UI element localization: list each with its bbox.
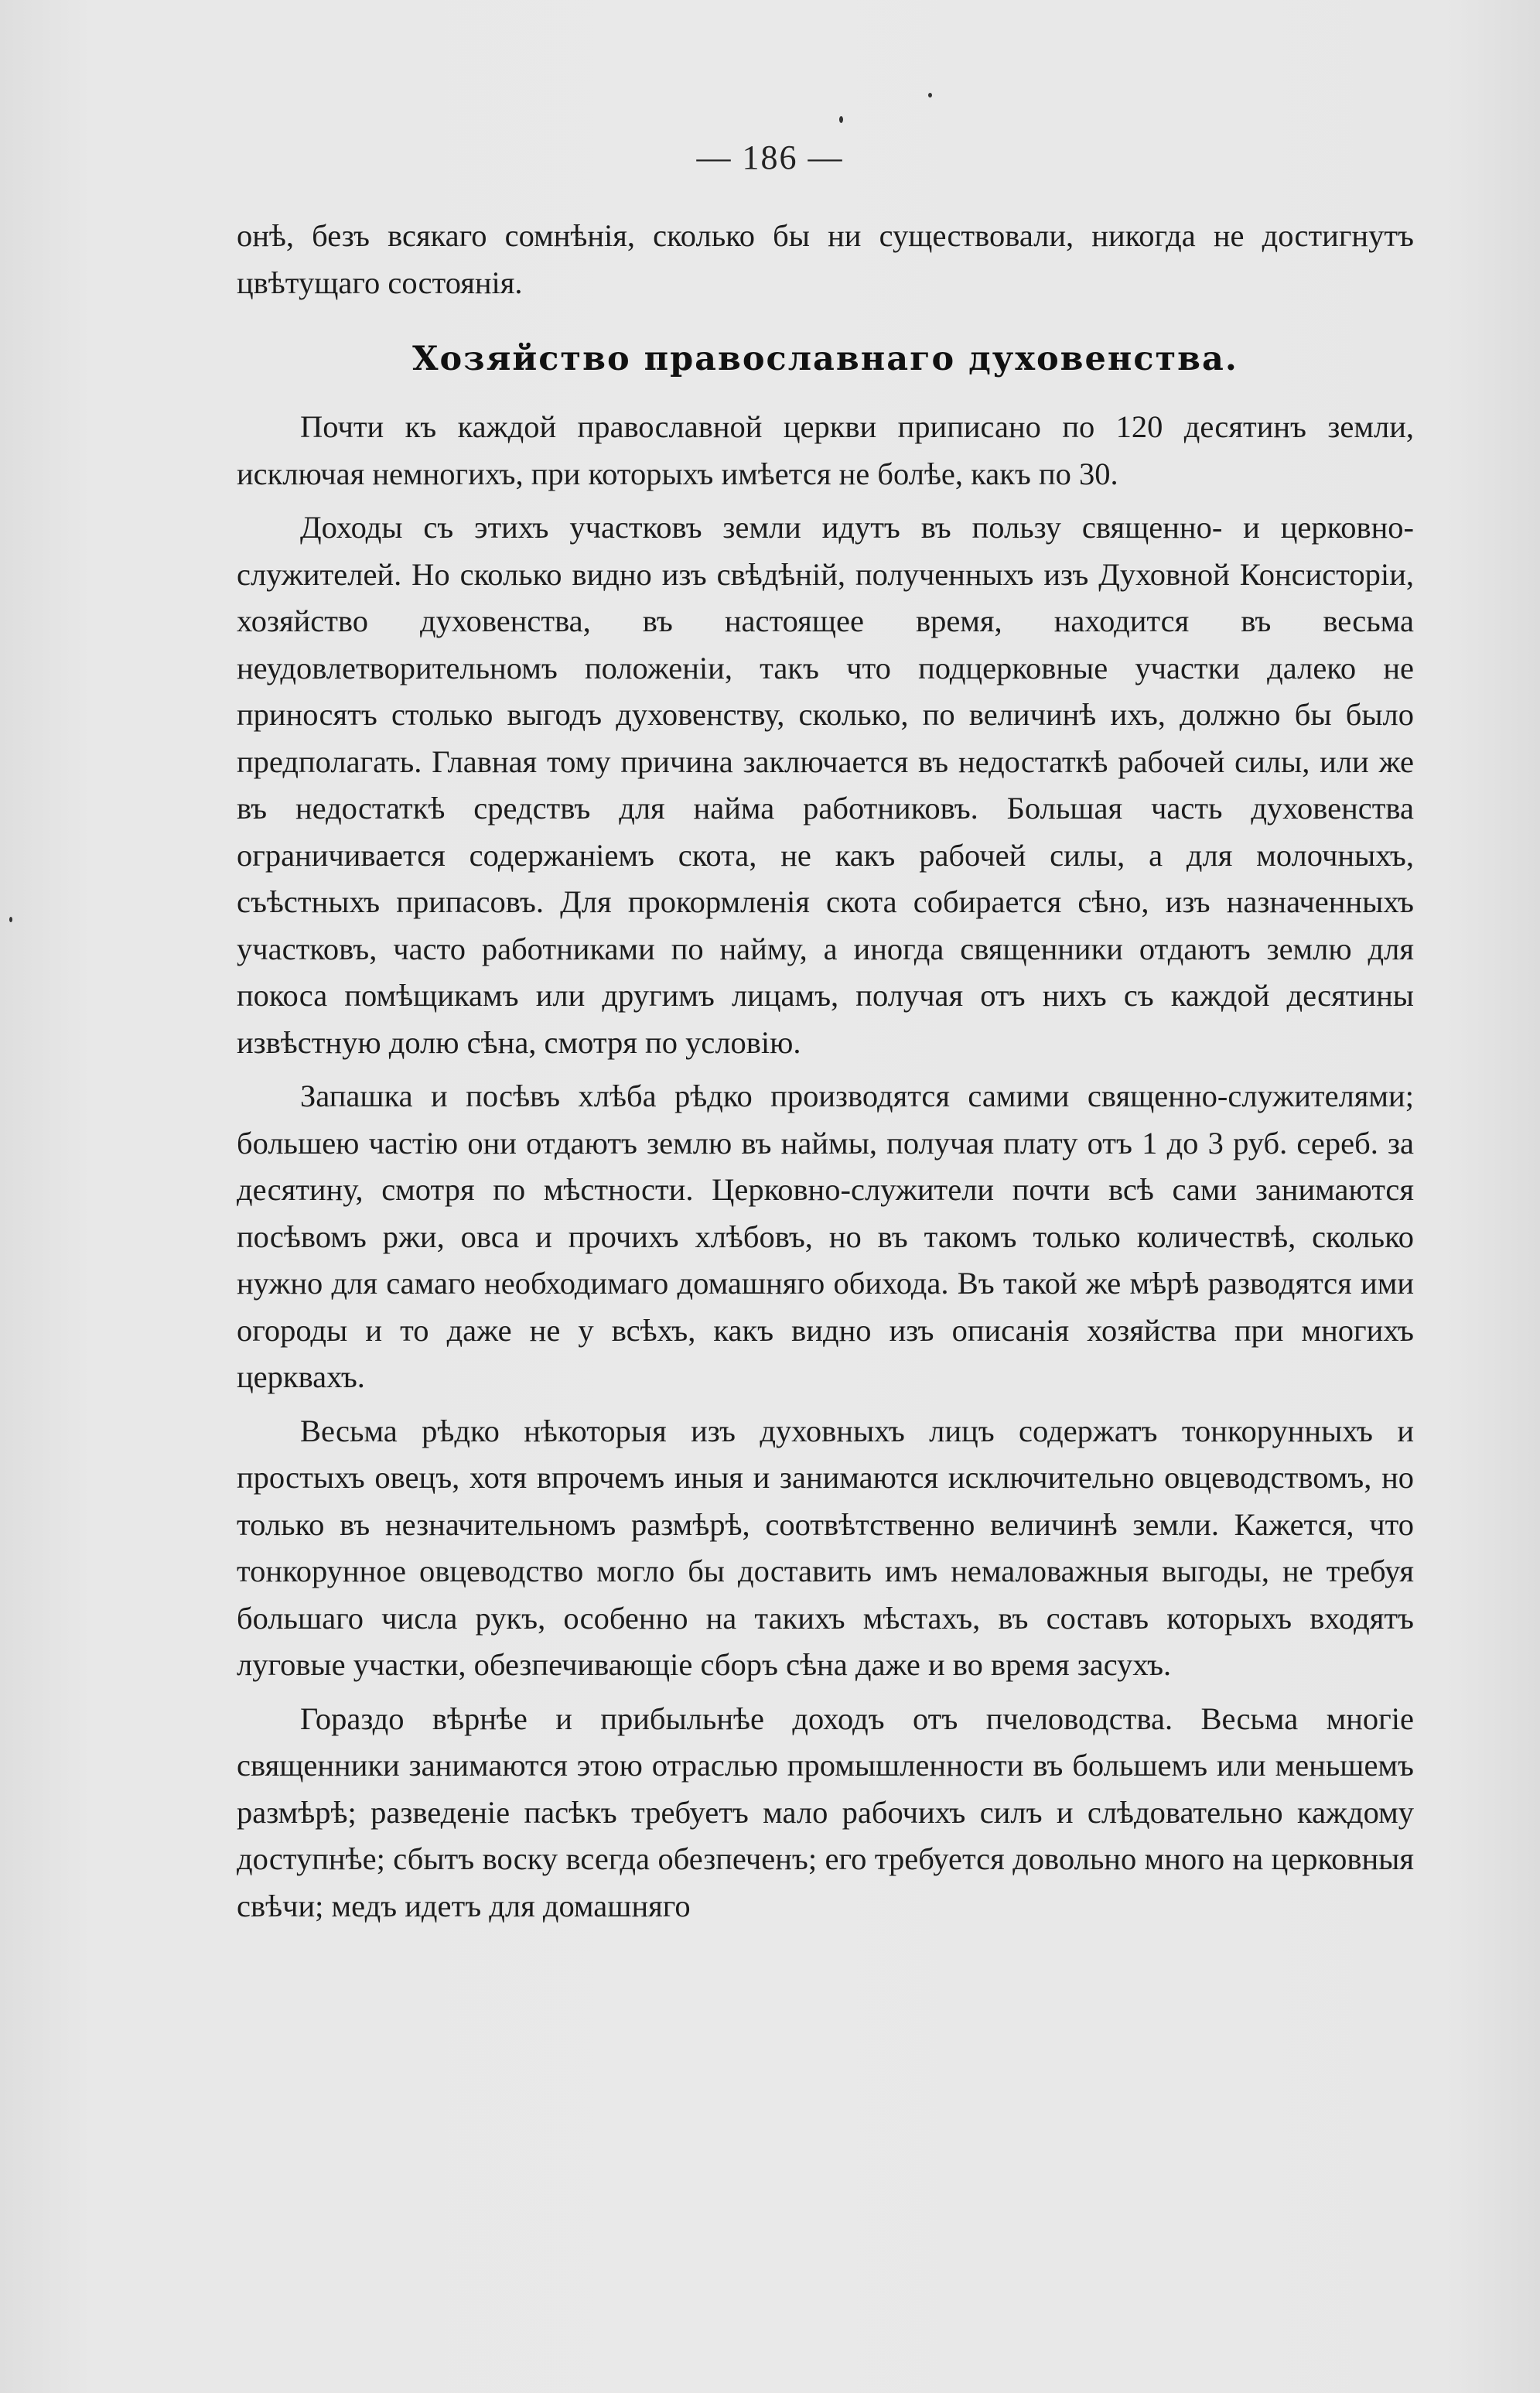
section-heading: Хозяйство православнаго духовенства. [412, 340, 1238, 378]
paragraph: Почти къ каждой православной церкви приписано по 120 десятинъ земли, исключая немногихъ, при которыхъ имѣется не болѣе, какъ по 30. [237, 409, 1414, 491]
speck-mark [839, 116, 843, 123]
intro-paragraph: онѣ, безъ всякаго сомнѣнія, сколько бы ни существовали, никогда не достигнутъ цвѣтущаго состоянія. [237, 218, 1414, 300]
paragraph: Запашка и посѣвъ хлѣба рѣдко производятся самими священно-служителями; большею частію они отдаютъ землю въ наймы, получая плату отъ 1 до 3 руб. сереб. за десятину, смотря по мѣстности. Церковно-служители почти всѣ сами занимаются посѣвомъ ржи, овса и прочихъ хлѣбовъ, но въ такомъ только количествѣ, сколько нужно для самаго необходимаго домашняго обихода. Въ такой же мѣрѣ разводятся ими огороды и то даже не у всѣхъ, какъ видно изъ описанія хозяйства при многихъ церквахъ. [237, 1079, 1414, 1394]
paragraph: Весьма рѣдко нѣкоторыя изъ духовныхъ лицъ содержатъ тонкорунныхъ и простыхъ овецъ, хотя впрочемъ иныя и занимаются исключительно овцеводствомъ, но только въ незначительномъ размѣрѣ, соотвѣтственно величинѣ земли. Кажется, что тонкорунное овцеводство могло бы доставить имъ немаловажныя выгоды, не требуя большаго числа рукъ, особенно на такихъ мѣстахъ, въ составъ которыхъ входятъ луговые участки, обезпечивающіе сборъ сѣна даже и во время засухъ. [237, 1413, 1414, 1682]
paragraph: Доходы съ этихъ участковъ земли идутъ въ пользу священно- и церковно-служителей. Но сколько видно изъ свѣдѣній, полученныхъ изъ Духовной Консисторіи, хозяйство духовенства, въ настоящее время, находится въ весьма неудовлетворительномъ положеніи, такъ что подцерковные участки далеко не приносятъ столько выгодъ духовенству, сколько, по величинѣ ихъ, должно бы было предполагать. Главная тому причина заключается въ недостаткѣ рабочей силы, или же въ недостаткѣ средствъ для найма работниковъ. Большая часть духовенства ограничивается содержаніемъ скота, не какъ рабочей силы, а для молочныхъ, съѣстныхъ припасовъ. Для прокормленія скота собирается сѣно, изъ назначенныхъ участковъ, часто работниками по найму, а иногда священники отдаютъ землю для покоса помѣщикамъ или другимъ лицамъ, получая отъ нихъ съ каждой десятины извѣстную долю сѣна, смотря по условію. [237, 510, 1414, 1060]
page-number: — 186 — [696, 138, 844, 176]
body-text [237, 213, 1414, 1930]
speck-mark [9, 917, 12, 922]
paragraph: Гораздо вѣрнѣе и прибыльнѣе доходъ отъ пчеловодства. Весьма многіе священники занимаются этою отраслью промышленности въ большемъ или меньшемъ размѣрѣ; разведеніе пасѣкъ требуетъ мало рабочихъ силъ и слѣдовательно каждому доступнѣе; сбытъ воску всегда обезпеченъ; его требуется довольно много на церковныя свѣчи; медъ идетъ для домашняго [237, 1701, 1414, 1923]
speck-mark [928, 93, 932, 97]
